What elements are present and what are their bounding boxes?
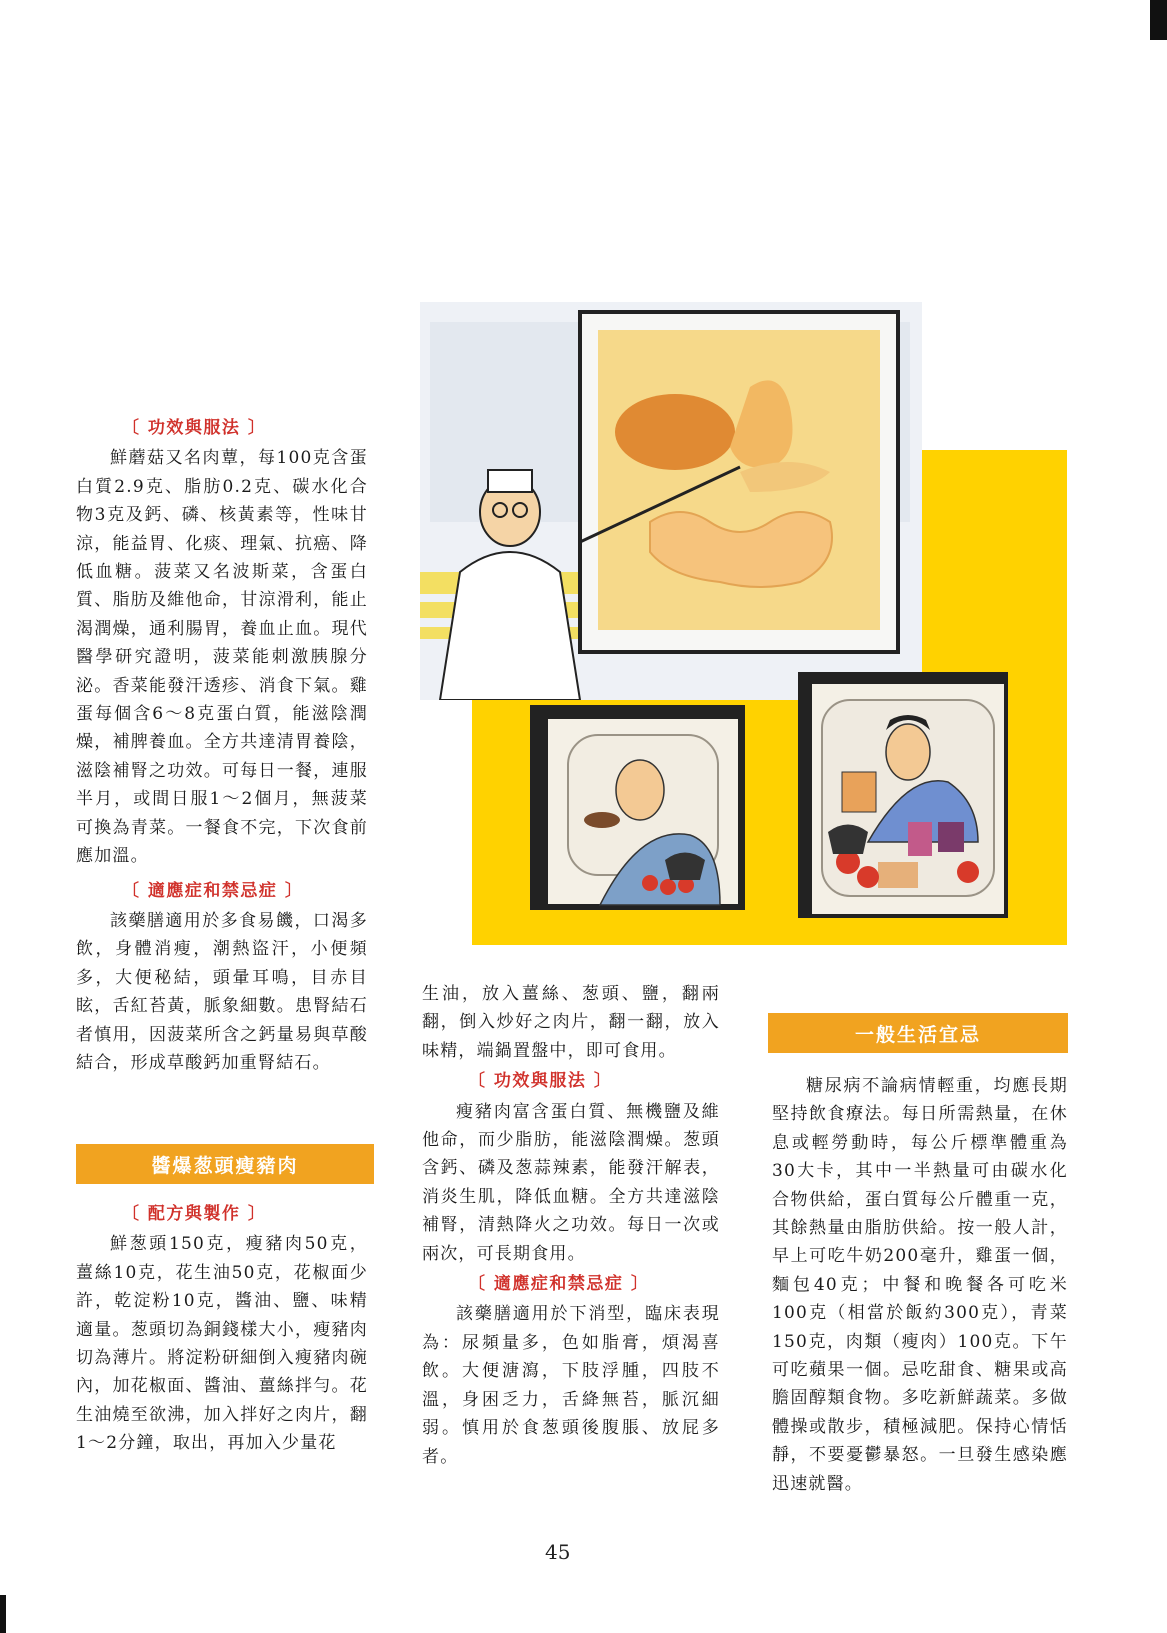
left-column [76,412,368,1077]
left-column-recipe [76,1198,368,1458]
doctor-anatomy-illustration [420,302,922,700]
paragraph-recipe: 鮮葱頭150克，瘦豬肉50克，薑絲10克，花生油50克，花椒面少許，乾淀粉10克，醬油、鹽、味精適量。葱頭切為銅錢樣大小，瘦豬肉切為薄片。將淀粉研細倒入瘦豬肉碗內，加花椒面、醬油、薑絲拌勻。花生油燒至欲沸，加入拌好之肉片，翻1～2分鐘，取出，再加入少量花 [76,1234,368,1454]
heading-recipe: 〔 配方與製作 〕 [122,1204,267,1224]
recipe-title-banner: 醬爆葱頭瘦豬肉 [76,1144,374,1184]
crop-mark-bottom [0,1595,6,1633]
paragraph-indications-2: 該藥膳適用於下消型，臨床表現為：尿頻量多，色如脂膏，煩渴喜飲。大便溏瀉，下肢浮腫，四肢不溫，身困乏力，舌絳無苔，脈沉細弱。慎用於食葱頭後腹脹、放屁多者。 [422,1304,720,1467]
paragraph-recipe-continued: 生油，放入薑絲、葱頭、鹽，翻兩翻，倒入炒好之肉片，翻一翻，放入味精，端鍋置盤中，即可食用。 [422,984,720,1061]
thirsty-man-illustration [530,705,745,910]
middle-column [422,980,720,1471]
paragraph-general-life: 糖尿病不論病情輕重，均應長期堅持飲食療法。每日所需熱量，在休息或輕勞動時，每公斤標準體重為30大卡，其中一半熱量可由碳水化合物供給，蛋白質每公斤體重一克，其餘熱量由脂肪供給。按一般人計，早上可吃牛奶200毫升，雞蛋一個，麵包40克；中餐和晚餐各可吃米100克（相當於飯約300克），青菜150克，肉類（瘦肉）100克。下午可吃蘋果一個。忌吃甜食、糖果或高膽固醇類食物。多吃新鮮蔬菜。多做體操或散步，積極減肥。保持心情恬靜，不要憂鬱暴怒。一旦發生感染應迅速就醫。 [772,1076,1068,1494]
right-column [772,1072,1068,1498]
eating-man-illustration [798,672,1008,918]
heading-indications-1: 〔 適應症和禁忌症 〕 [122,880,304,901]
page-number: 45 [545,1540,571,1564]
heading-indications-2: 〔 適應症和禁忌症 〕 [468,1274,650,1295]
heading-effects-1: 〔 功效與服法 〕 [122,418,267,438]
crop-mark-top [1150,0,1167,40]
heading-effects-2: 〔 功效與服法 〕 [468,1071,613,1092]
paragraph-effects-1: 鮮蘑菇又名肉蕈，每100克含蛋白質2.9克、脂肪0.2克、碳水化合物3克及鈣、磷、核黃素等，性味甘涼，能益胃、化痰、理氣、抗癌、降低血糖。菠菜又名波斯菜，含蛋白質、脂肪及維他命，甘涼滑利，能止渴潤燥，通利腸胃，養血止血。現代醫學研究證明，菠菜能刺激胰腺分泌。香菜能發汗透疹、消食下氣。雞蛋每個含6～8克蛋白質，能滋陰潤燥，補脾養血。全方共達清胃養陰，滋陰補腎之功效。可每日一餐，連服半月，或間日服1～2個月，無菠菜可換為青菜。一餐食不完，下次食前應加溫。 [76,448,368,867]
paragraph-effects-2: 瘦豬肉富含蛋白質、無機鹽及維他命，而少脂肪，能滋陰潤燥。葱頭含鈣、磷及葱蒜辣素，能發汗解表，消炎生肌，降低血糖。全方共達滋陰補腎，清熱降火之功效。每日一次或兩次，可長期食用。 [422,1101,720,1264]
general-life-banner: 一般生活宜忌 [768,1013,1068,1053]
paragraph-indications-1: 該藥膳適用於多食易饑，口渴多飲，身體消瘦，潮熱盜汗，小便頻多，大便秘結，頭暈耳鳴，目赤目眩，舌紅苔黃，脈象細數。患腎結石者慎用，因菠菜所含之鈣量易與草酸結合，形成草酸鈣加重腎結石。 [76,910,368,1073]
